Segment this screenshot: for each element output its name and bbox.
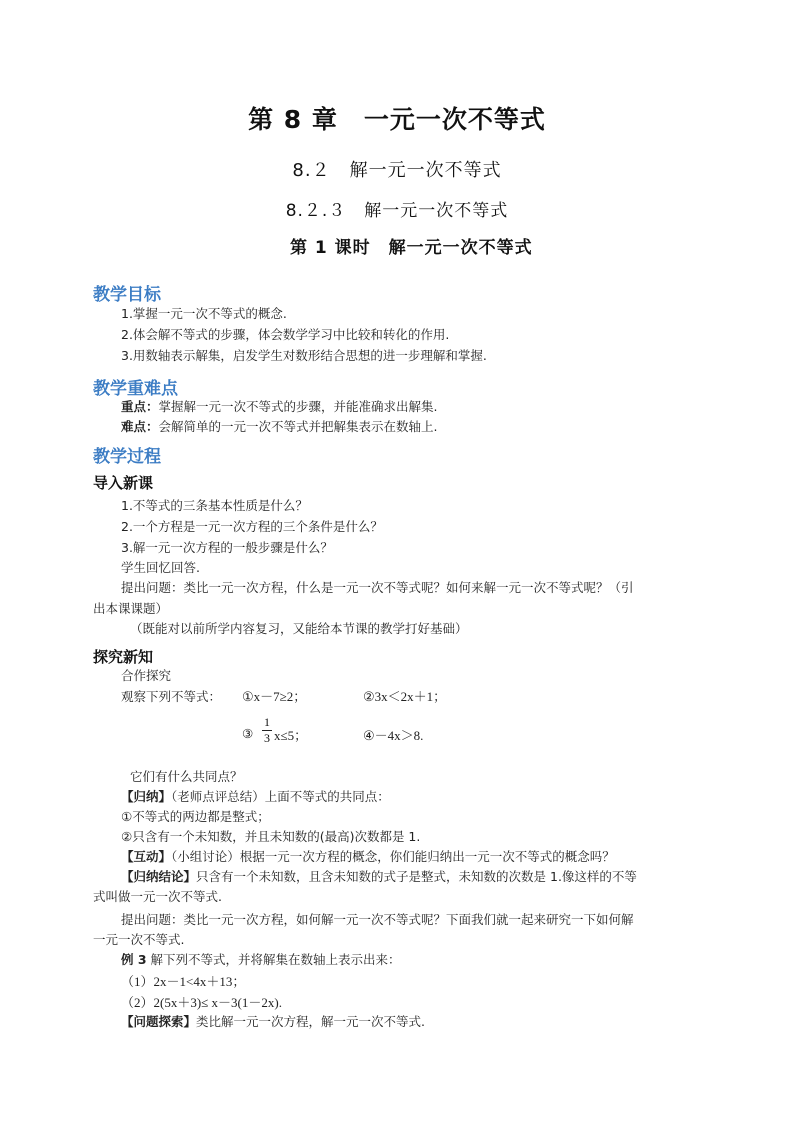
question2-line1: 提出问题：类比一元一次方程，如何解一元一次不等式呢？下面我们就一起来研究一下如何解 [121, 912, 634, 927]
question2-line2: 一元一次不等式. [93, 932, 185, 947]
conclusion-line2: 式叫做一元一次不等式. [93, 889, 222, 904]
process-heading: 教学过程 [93, 447, 161, 467]
objectives-heading: 教学目标 [93, 285, 161, 305]
fraction-numerator: 1 [264, 715, 270, 729]
common-question: 它们有什么共同点？ [130, 769, 243, 784]
difficulty-label: 难点： [121, 419, 159, 434]
example-line [121, 950, 401, 968]
fraction-one-third [262, 716, 272, 745]
focus-label: 重点： [121, 399, 159, 414]
objective-item: 3.用数轴表示解集，启发学生对数形结合思想的进一步理解和掌握. [121, 348, 487, 363]
common-point: ②只含有一个未知数，并且未知数的(最高)次数都是 1. [121, 829, 421, 844]
intro-question: 1.不等式的三条基本性质是什么？ [121, 498, 308, 513]
lesson-title: 第 1 课时 解一元一次不等式 [290, 238, 533, 258]
intro-heading: 导入新课 [93, 474, 154, 492]
inequality-4: ④－4x＞8. [363, 728, 424, 743]
induce-line [121, 787, 390, 805]
difficulty-text: 会解简单的一元一次不等式并把解集表示在数轴上. [158, 419, 438, 434]
example-item-1: （1）2x－1<4x＋13； [121, 974, 246, 989]
conclusion-label: 【归纳结论】 [121, 869, 197, 884]
interact-label: 【互动】 [121, 849, 172, 864]
intro-question-line2: 出本课课题） [93, 601, 169, 616]
coop-label: 合作探究 [121, 668, 172, 683]
section-title: 8.２ 解一元一次不等式 [292, 160, 502, 181]
intro-question: 2.一个方程是一元一次方程的三个条件是什么？ [121, 519, 383, 534]
inequality-3-mark: ③ [242, 726, 254, 741]
chapter-title: 第 8 章 一元一次不等式 [248, 105, 546, 134]
fraction-denominator: 3 [264, 731, 270, 745]
interact-text: （小组讨论）根据一元一次方程的概念，你们能归纳出一元一次不等式的概念吗？ [171, 849, 615, 864]
conclusion-text: 只含有一个未知数，且含未知数的式子是整式，未知数的次数是 1.像这样的不等 [196, 869, 637, 884]
inequality-3: x≤5； [274, 728, 308, 743]
example-item-2: （2）2(5x＋3)≤ x－3(1－2x). [121, 995, 282, 1010]
common-point: ①不等式的两边都是整式； [121, 809, 270, 824]
objective-item: 2.体会解不等式的步骤，体会数学学习中比较和转化的作用. [121, 327, 450, 342]
focus-line [121, 397, 438, 415]
objective-item: 1.掌握一元一次不等式的概念. [121, 306, 287, 321]
intro-question-line1: 提出问题：类比一元一次方程，什么是一元一次不等式呢？如何来解一元一次不等式呢？（引 [121, 580, 634, 595]
subsection-title: 8.２.３ 解一元一次不等式 [285, 201, 509, 221]
observe-text: 观察下列不等式： [121, 689, 222, 704]
intro-question: 3.解一元一次方程的一般步骤是什么？ [121, 540, 333, 555]
intro-note: （既能对以前所学内容复习，又能给本节课的教学打好基础） [130, 621, 468, 636]
induce-label: 【归纳】 [121, 789, 172, 804]
inequality-1: ①x－7≥2； [242, 689, 307, 704]
probe-label: 【问题探索】 [121, 1014, 197, 1029]
difficulty-line [121, 417, 438, 435]
inequality-2: ②3x＜2x＋1； [363, 689, 447, 704]
interact-line [121, 847, 615, 865]
example-label: 例 3 [121, 952, 147, 967]
conclusion-line1 [121, 867, 637, 885]
probe-text: 类比解一元一次方程，解一元一次不等式. [196, 1014, 425, 1029]
focus-text: 掌握解一元一次不等式的步骤，并能准确求出解集. [158, 399, 438, 414]
probe-line [121, 1012, 425, 1030]
intro-recall: 学生回忆回答. [121, 560, 200, 575]
example-text: 解下列不等式，并将解集在数轴上表示出来： [150, 952, 401, 967]
key-points-heading: 教学重难点 [93, 379, 178, 399]
explore-heading: 探究新知 [93, 648, 154, 666]
induce-text: （老师点评总结）上面不等式的共同点： [171, 789, 390, 804]
